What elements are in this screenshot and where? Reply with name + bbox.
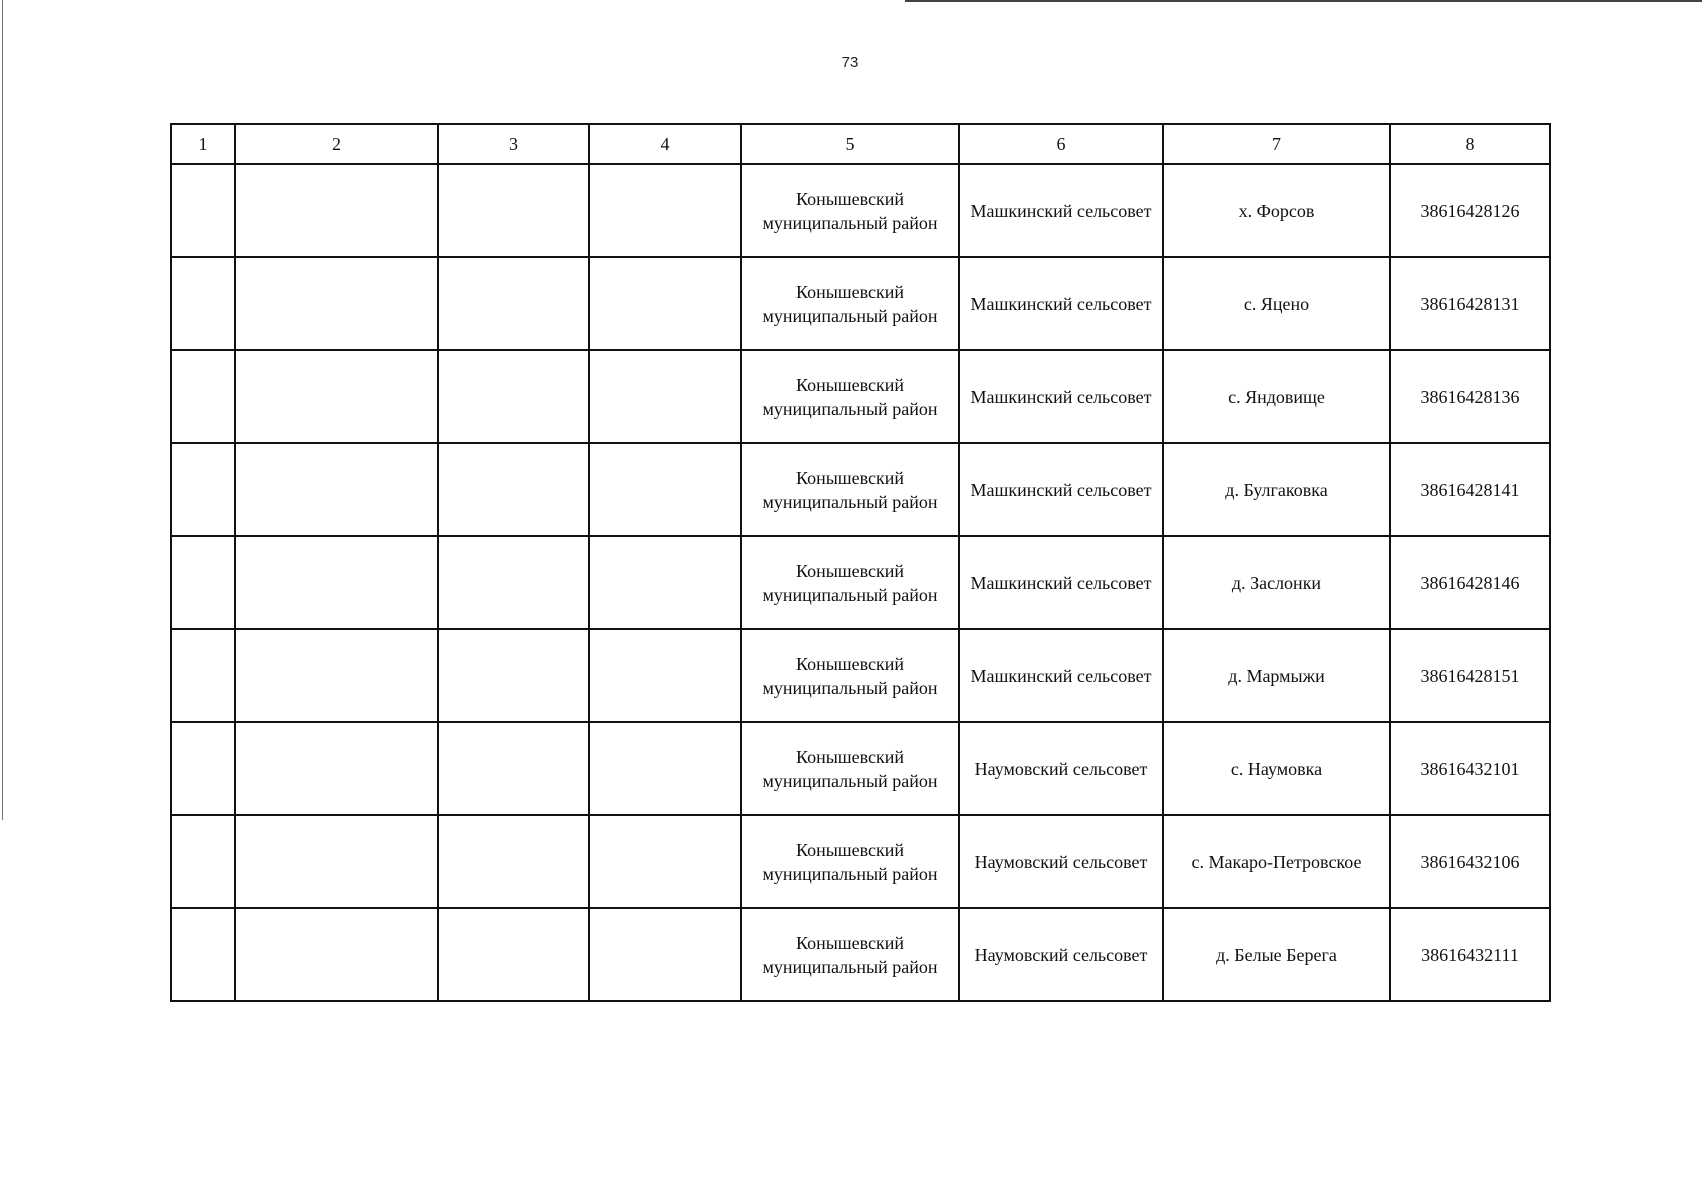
- cell-col-1: [171, 164, 235, 257]
- cell-district: [741, 722, 959, 815]
- cell-col-1: [171, 815, 235, 908]
- cell-district: [741, 629, 959, 722]
- cell-code: 38616428141: [1390, 443, 1550, 536]
- page-number: 73: [841, 54, 859, 71]
- cell-col-2: [235, 443, 438, 536]
- cell-col-1: [171, 536, 235, 629]
- cell-col-2: [235, 350, 438, 443]
- cell-district: [741, 815, 959, 908]
- cell-district: [741, 350, 959, 443]
- cell-col-1: [171, 350, 235, 443]
- cell-district: [741, 257, 959, 350]
- cell-col-1: [171, 908, 235, 1001]
- header-col-1: 1: [171, 124, 235, 164]
- cell-col-4: [589, 815, 741, 908]
- table-row: [171, 164, 1550, 257]
- district-text: Конышевский муниципальный район: [762, 188, 938, 233]
- cell-col-2: [235, 164, 438, 257]
- cell-district: [741, 443, 959, 536]
- cell-council: Наумовский сельсовет: [959, 908, 1163, 1001]
- cell-col-4: [589, 350, 741, 443]
- cell-district: [741, 908, 959, 1001]
- cell-district: [741, 536, 959, 629]
- cell-council: Машкинский сельсовет: [959, 629, 1163, 722]
- cell-col-4: [589, 908, 741, 1001]
- cell-council: Наумовский сельсовет: [959, 815, 1163, 908]
- header-col-5: 5: [741, 124, 959, 164]
- table-row: [171, 443, 1550, 536]
- cell-council: Наумовский сельсовет: [959, 722, 1163, 815]
- cell-col-2: [235, 257, 438, 350]
- cell-code: 38616432101: [1390, 722, 1550, 815]
- cell-council: Машкинский сельсовет: [959, 350, 1163, 443]
- header-col-6: 6: [959, 124, 1163, 164]
- cell-settlement: с. Наумовка: [1163, 722, 1390, 815]
- district-text: Конышевский муниципальный район: [762, 281, 938, 326]
- table-row: [171, 536, 1550, 629]
- cell-code: 38616428126: [1390, 164, 1550, 257]
- table-row: [171, 350, 1550, 443]
- cell-col-3: [438, 257, 589, 350]
- cell-settlement: х. Форсов: [1163, 164, 1390, 257]
- cell-col-2: [235, 908, 438, 1001]
- cell-settlement: с. Яцено: [1163, 257, 1390, 350]
- district-text: Конышевский муниципальный район: [762, 374, 938, 419]
- cell-col-2: [235, 536, 438, 629]
- cell-council: Машкинский сельсовет: [959, 257, 1163, 350]
- cell-settlement: с. Макаро-Петровское: [1163, 815, 1390, 908]
- cell-code: 38616428136: [1390, 350, 1550, 443]
- cell-settlement: д. Белые Берега: [1163, 908, 1390, 1001]
- table-row: [171, 629, 1550, 722]
- cell-col-2: [235, 629, 438, 722]
- cell-col-1: [171, 629, 235, 722]
- cell-col-4: [589, 536, 741, 629]
- cell-col-3: [438, 164, 589, 257]
- cell-district: [741, 164, 959, 257]
- cell-settlement: с. Яндовище: [1163, 350, 1390, 443]
- table-row: [171, 908, 1550, 1001]
- header-col-4: 4: [589, 124, 741, 164]
- cell-col-4: [589, 164, 741, 257]
- header-col-2: 2: [235, 124, 438, 164]
- header-col-8: 8: [1390, 124, 1550, 164]
- cell-code: 38616428151: [1390, 629, 1550, 722]
- table-body: [171, 124, 1550, 1001]
- cell-col-3: [438, 443, 589, 536]
- header-col-3: 3: [438, 124, 589, 164]
- registry-table: [170, 123, 1551, 1002]
- cell-col-3: [438, 815, 589, 908]
- district-text: Конышевский муниципальный район: [762, 746, 938, 791]
- table-row: [171, 257, 1550, 350]
- table-row: [171, 722, 1550, 815]
- table-row: [171, 815, 1550, 908]
- cell-col-3: [438, 722, 589, 815]
- scan-edge-top: [905, 0, 1702, 2]
- district-text: Конышевский муниципальный район: [762, 932, 938, 977]
- cell-settlement: д. Мармыжи: [1163, 629, 1390, 722]
- district-text: Конышевский муниципальный район: [762, 467, 938, 512]
- cell-col-3: [438, 536, 589, 629]
- cell-col-4: [589, 722, 741, 815]
- cell-col-2: [235, 815, 438, 908]
- cell-col-4: [589, 257, 741, 350]
- scan-edge-left: [2, 0, 3, 820]
- cell-code: 38616428146: [1390, 536, 1550, 629]
- cell-council: Машкинский сельсовет: [959, 443, 1163, 536]
- cell-col-3: [438, 629, 589, 722]
- cell-code: 38616432111: [1390, 908, 1550, 1001]
- cell-council: Машкинский сельсовет: [959, 536, 1163, 629]
- cell-settlement: д. Заслонки: [1163, 536, 1390, 629]
- cell-code: 38616432106: [1390, 815, 1550, 908]
- cell-col-1: [171, 443, 235, 536]
- cell-council: Машкинский сельсовет: [959, 164, 1163, 257]
- cell-col-4: [589, 629, 741, 722]
- cell-col-1: [171, 257, 235, 350]
- cell-col-2: [235, 722, 438, 815]
- header-row: [171, 124, 1550, 164]
- cell-settlement: д. Булгаковка: [1163, 443, 1390, 536]
- district-text: Конышевский муниципальный район: [762, 560, 938, 605]
- cell-col-3: [438, 350, 589, 443]
- header-col-7: 7: [1163, 124, 1390, 164]
- cell-col-1: [171, 722, 235, 815]
- district-text: Конышевский муниципальный район: [762, 839, 938, 884]
- district-text: Конышевский муниципальный район: [762, 653, 938, 698]
- cell-col-3: [438, 908, 589, 1001]
- cell-code: 38616428131: [1390, 257, 1550, 350]
- cell-col-4: [589, 443, 741, 536]
